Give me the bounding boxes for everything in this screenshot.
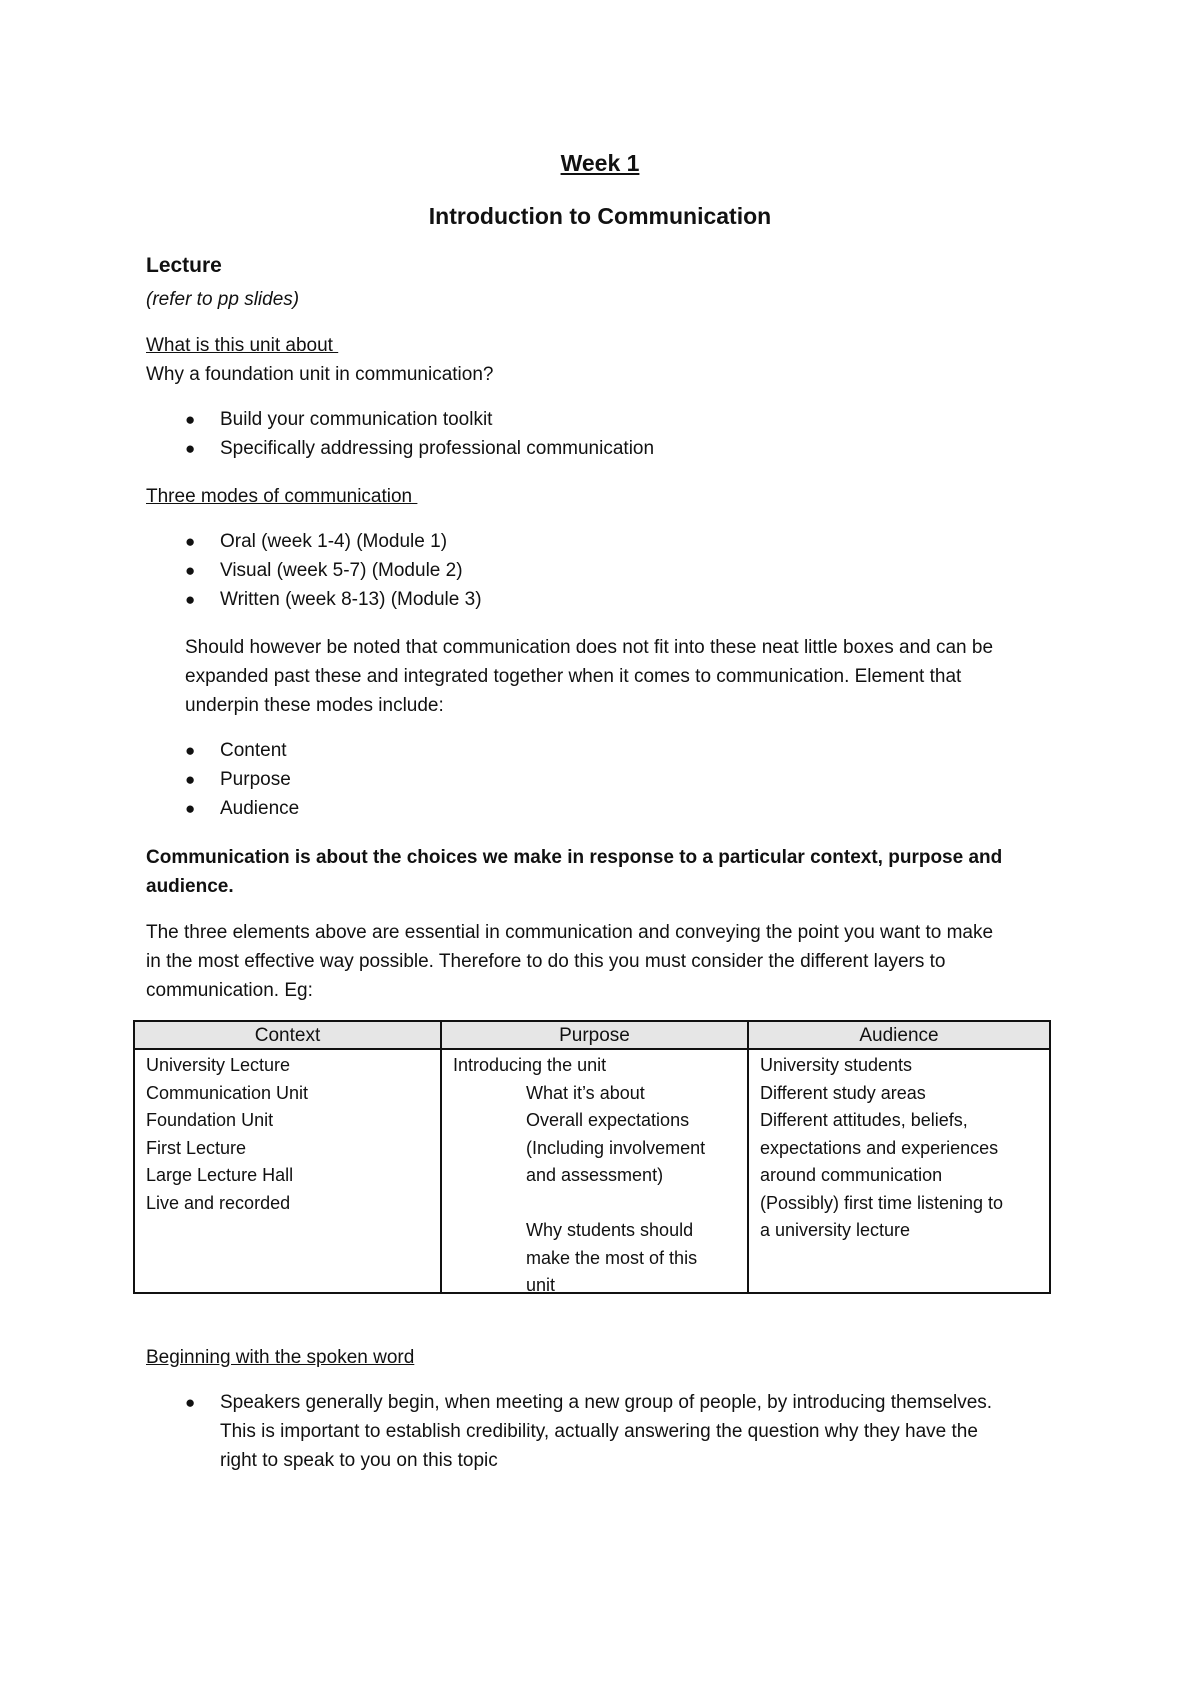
table-divider bbox=[440, 1022, 442, 1292]
section-question: Why a foundation unit in communication? bbox=[146, 364, 494, 385]
list-item: ● Visual (week 5-7) (Module 2) bbox=[185, 556, 482, 585]
page-title: Week 1 bbox=[560, 150, 640, 176]
table-header-audience: Audience bbox=[859, 1025, 939, 1046]
list-item: ● Content bbox=[185, 736, 299, 765]
purpose-line: make the most of this bbox=[526, 1247, 698, 1268]
bullet-icon: ● bbox=[185, 799, 196, 818]
bullet-icon: ● bbox=[185, 1393, 196, 1412]
bullet-list-elements bbox=[185, 736, 299, 823]
table-cell-purpose bbox=[453, 1052, 705, 1300]
bullet-icon: ● bbox=[185, 561, 196, 580]
purpose-line: Introducing the unit bbox=[453, 1055, 607, 1075]
purpose-line: Overall expectations bbox=[526, 1110, 690, 1130]
modes-paragraph: Should however be noted that communication does not fit into these neat little boxes and can be expanded past these and integrated together when it comes to communication. Element that underpin these modes include: bbox=[185, 637, 994, 716]
bullet-list-unit bbox=[185, 405, 654, 463]
purpose-line: (Including involvement bbox=[526, 1137, 706, 1158]
list-item: ● Speakers generally begin, when meeting a new group of people, by introducing themselves. This is important to establish credibility, actually answering the question why they have the right to speak to you on this topic bbox=[185, 1388, 992, 1475]
list-item: ● Purpose bbox=[185, 765, 299, 794]
table-header-purpose: Purpose bbox=[559, 1025, 630, 1046]
section-heading-modes: Three modes of communication bbox=[146, 486, 418, 507]
bullet-icon: ● bbox=[185, 770, 196, 789]
bullet-icon: ● bbox=[185, 590, 196, 609]
table-divider bbox=[747, 1022, 749, 1292]
table-header-context: Context bbox=[254, 1025, 321, 1046]
elements-paragraph: The three elements above are essential in communication and conveying the point you want to make in the most effective way possible. Therefore to do this you must consider the different layers to communication. Eg: bbox=[146, 922, 994, 1001]
list-item: ● Audience bbox=[185, 794, 299, 823]
purpose-line: What it’s about bbox=[526, 1082, 645, 1103]
bullet-icon: ● bbox=[185, 439, 196, 458]
table-header-row bbox=[135, 1022, 1049, 1050]
list-item: ● Oral (week 1-4) (Module 1) bbox=[185, 527, 482, 556]
section-heading-unit-about: What is this unit about bbox=[146, 335, 339, 356]
communication-layers-table bbox=[133, 1020, 1051, 1294]
list-item: ● Written (week 8-13) (Module 3) bbox=[185, 585, 482, 614]
table-cell-audience: University students Different study areas Different attitudes, beliefs, expectations and experiences around communication (Possibly) first time listening to a university lecture bbox=[760, 1055, 1004, 1240]
purpose-line: unit bbox=[526, 1275, 556, 1295]
key-statement: Communication is about the choices we make in response to a particular context, purpose and audience. bbox=[146, 847, 1003, 897]
page-subtitle: Introduction to Communication bbox=[428, 203, 772, 229]
bullet-icon: ● bbox=[185, 410, 196, 429]
section-heading-spoken-word: Beginning with the spoken word bbox=[146, 1347, 415, 1368]
list-item: ● Specifically addressing professional communication bbox=[185, 434, 654, 463]
bullet-icon: ● bbox=[185, 532, 196, 551]
bullet-list-spoken-word bbox=[185, 1388, 992, 1475]
lecture-heading: Lecture bbox=[146, 254, 222, 277]
list-item: ● Build your communication toolkit bbox=[185, 405, 654, 434]
table-cell-context: University Lecture Communication Unit Foundation Unit First Lecture Large Lecture Hall Live and recorded bbox=[146, 1055, 309, 1213]
bullet-icon: ● bbox=[185, 741, 196, 760]
bullet-list-modes bbox=[185, 527, 482, 614]
lecture-note: (refer to pp slides) bbox=[146, 289, 300, 310]
purpose-line: Why students should bbox=[526, 1220, 694, 1240]
purpose-line: and assessment) bbox=[526, 1165, 664, 1185]
purpose-line bbox=[453, 1190, 705, 1218]
